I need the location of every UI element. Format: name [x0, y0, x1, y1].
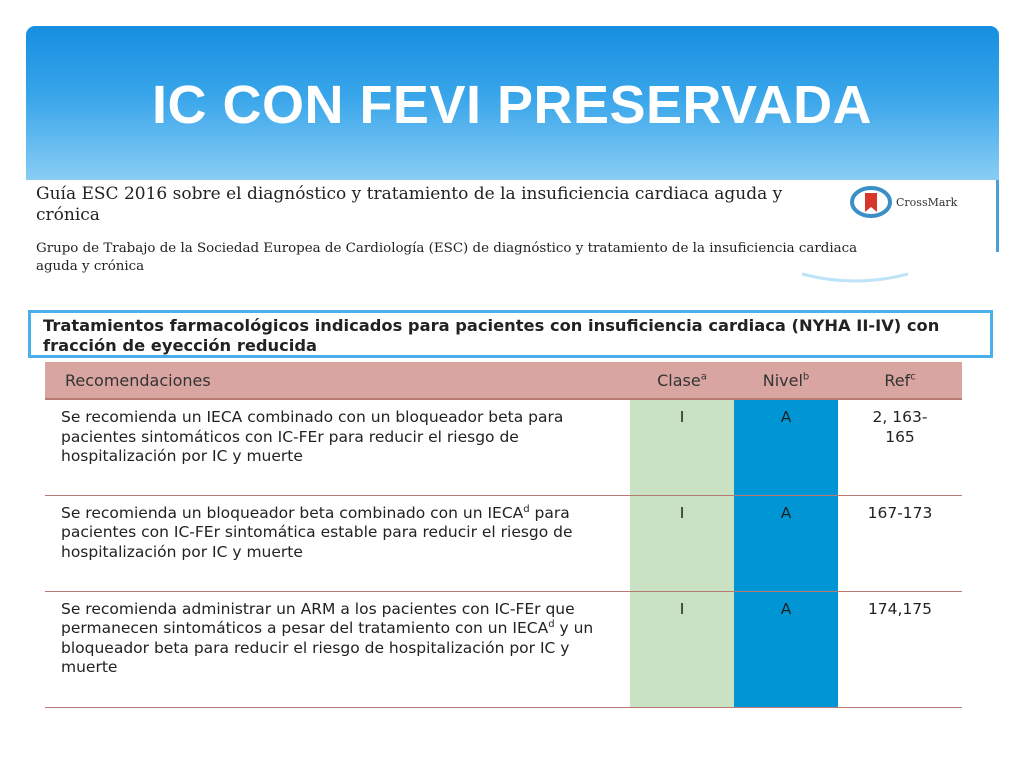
table-row: [45, 591, 962, 707]
clase-cell: I: [630, 399, 734, 495]
slide-title: IC CON FEVI PRESERVADA: [151, 75, 873, 135]
recommendations-table: [45, 362, 962, 708]
table-title: Tratamientos farmacológicos indicados para pacientes con insuficiencia cardiaca (NYHA II-IV) con fracción de eyección reducida: [43, 316, 940, 355]
table-row: [45, 495, 962, 591]
crossmark-label: CrossMark: [896, 196, 958, 209]
clase-cell: I: [630, 495, 734, 591]
ref-cell: 167-173: [838, 495, 962, 591]
recommendation-cell: Se recomienda un IECA combinado con un bloqueador beta para pacientes sintomáticos con IC-FEr para reducir el riesgo de hospitalización por IC y muerte: [45, 399, 630, 495]
header-recomendaciones: Recomendaciones: [45, 362, 630, 399]
crossmark-icon: [850, 186, 892, 218]
table-title-box: [28, 310, 993, 358]
header-ref: Ref$^c$: [838, 362, 962, 399]
ref-cell: 174,175: [838, 591, 962, 707]
header-nivel: Nivel$^b$: [734, 362, 838, 399]
ref-cell: 2, 163-165: [838, 399, 962, 495]
nivel-cell: A: [734, 591, 838, 707]
table-row: [45, 399, 962, 495]
decorative-swoosh: [800, 270, 910, 284]
recommendation-cell: Se recomienda administrar un ARM a los pacientes con IC-FEr que permanecen sintomáticos a pesar del tratamiento con un IECA$^d$ y un bloqueador beta para reducir el riesgo de hospitalización por IC y muerte: [45, 591, 630, 707]
guide-subtitle: Grupo de Trabajo de la Sociedad Europea de Cardiología (ESC) de diagnóstico y tratamiento de la insuficiencia cardiaca aguda y crónica: [36, 241, 858, 274]
crossmark-badge: [850, 186, 1000, 218]
nivel-cell: A: [734, 399, 838, 495]
clase-cell: I: [630, 591, 734, 707]
table-header-row: [45, 362, 962, 399]
header-clase: Clase$^a$: [630, 362, 734, 399]
guide-title: Guía ESC 2016 sobre el diagnóstico y tratamiento de la insuficiencia cardiaca aguda y crónica: [36, 184, 783, 225]
nivel-cell: A: [734, 495, 838, 591]
recommendation-cell: Se recomienda un bloqueador beta combinado con un IECA$^d$ para pacientes con IC-FEr sintomática estable para reducir el riesgo de hospitalización por IC y muerte: [45, 495, 630, 591]
guide-citation: [26, 180, 999, 274]
